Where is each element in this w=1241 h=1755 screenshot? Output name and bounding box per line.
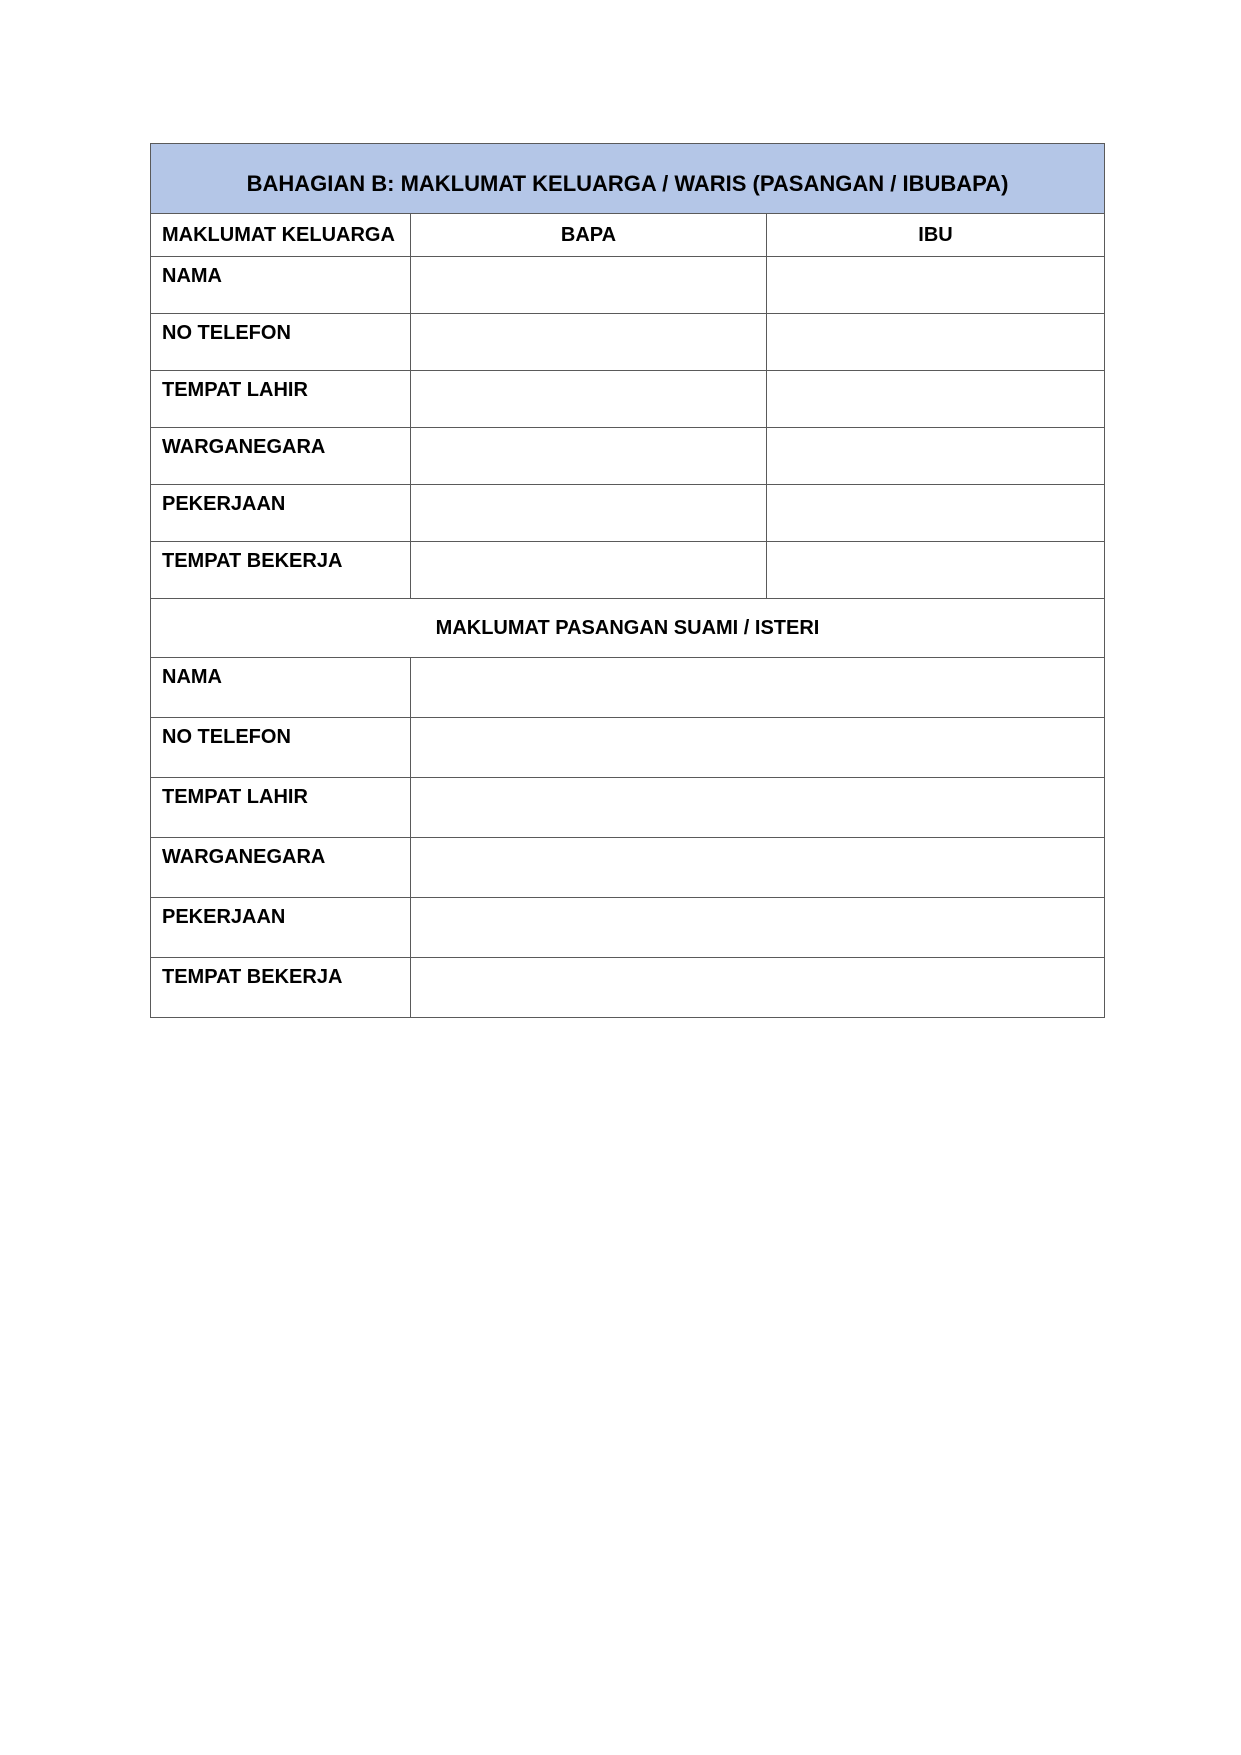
spouse-field-label: NO TELEFON — [151, 718, 411, 778]
mother-workplace-field[interactable] — [767, 542, 1105, 599]
mother-occupation-field[interactable] — [767, 485, 1105, 542]
spouse-field-label: WARGANEGARA — [151, 838, 411, 898]
family-field-label: WARGANEGARA — [151, 428, 411, 485]
family-field-label: NO TELEFON — [151, 314, 411, 371]
father-name-field[interactable] — [411, 257, 767, 314]
mother-citizenship-field[interactable] — [767, 428, 1105, 485]
spouse-row-name — [151, 658, 1105, 718]
spouse-row-citizenship — [151, 838, 1105, 898]
spouse-workplace-field[interactable] — [411, 958, 1105, 1018]
section-header-row — [151, 144, 1105, 214]
father-citizenship-field[interactable] — [411, 428, 767, 485]
father-occupation-field[interactable] — [411, 485, 767, 542]
spouse-field-label: NAMA — [151, 658, 411, 718]
column-header-mother: IBU — [767, 214, 1105, 257]
spouse-header-row — [151, 599, 1105, 658]
family-row-occupation — [151, 485, 1105, 542]
spouse-row-occupation — [151, 898, 1105, 958]
spouse-row-workplace — [151, 958, 1105, 1018]
spouse-row-birthplace — [151, 778, 1105, 838]
spouse-birthplace-field[interactable] — [411, 778, 1105, 838]
father-birthplace-field[interactable] — [411, 371, 767, 428]
family-row-phone — [151, 314, 1105, 371]
family-field-label: TEMPAT LAHIR — [151, 371, 411, 428]
spouse-section-title: MAKLUMAT PASANGAN SUAMI / ISTERI — [151, 599, 1105, 658]
father-phone-field[interactable] — [411, 314, 767, 371]
mother-phone-field[interactable] — [767, 314, 1105, 371]
family-row-birthplace — [151, 371, 1105, 428]
column-header-label: MAKLUMAT KELUARGA — [151, 214, 411, 257]
spouse-occupation-field[interactable] — [411, 898, 1105, 958]
family-field-label: TEMPAT BEKERJA — [151, 542, 411, 599]
family-info-form-table — [150, 143, 1105, 1018]
spouse-row-phone — [151, 718, 1105, 778]
section-title: BAHAGIAN B: MAKLUMAT KELUARGA / WARIS (PASANGAN / IBUBAPA) — [246, 170, 1009, 196]
spouse-field-label: PEKERJAAN — [151, 898, 411, 958]
spouse-phone-field[interactable] — [411, 718, 1105, 778]
mother-name-field[interactable] — [767, 257, 1105, 314]
family-row-workplace — [151, 542, 1105, 599]
section-title-cell — [151, 144, 1105, 214]
spouse-citizenship-field[interactable] — [411, 838, 1105, 898]
column-header-father: BAPA — [411, 214, 767, 257]
family-row-citizenship — [151, 428, 1105, 485]
spouse-field-label: TEMPAT BEKERJA — [151, 958, 411, 1018]
mother-birthplace-field[interactable] — [767, 371, 1105, 428]
spouse-name-field[interactable] — [411, 658, 1105, 718]
family-row-name — [151, 257, 1105, 314]
column-header-row — [151, 214, 1105, 257]
father-workplace-field[interactable] — [411, 542, 767, 599]
family-field-label: NAMA — [151, 257, 411, 314]
spouse-field-label: TEMPAT LAHIR — [151, 778, 411, 838]
family-field-label: PEKERJAAN — [151, 485, 411, 542]
